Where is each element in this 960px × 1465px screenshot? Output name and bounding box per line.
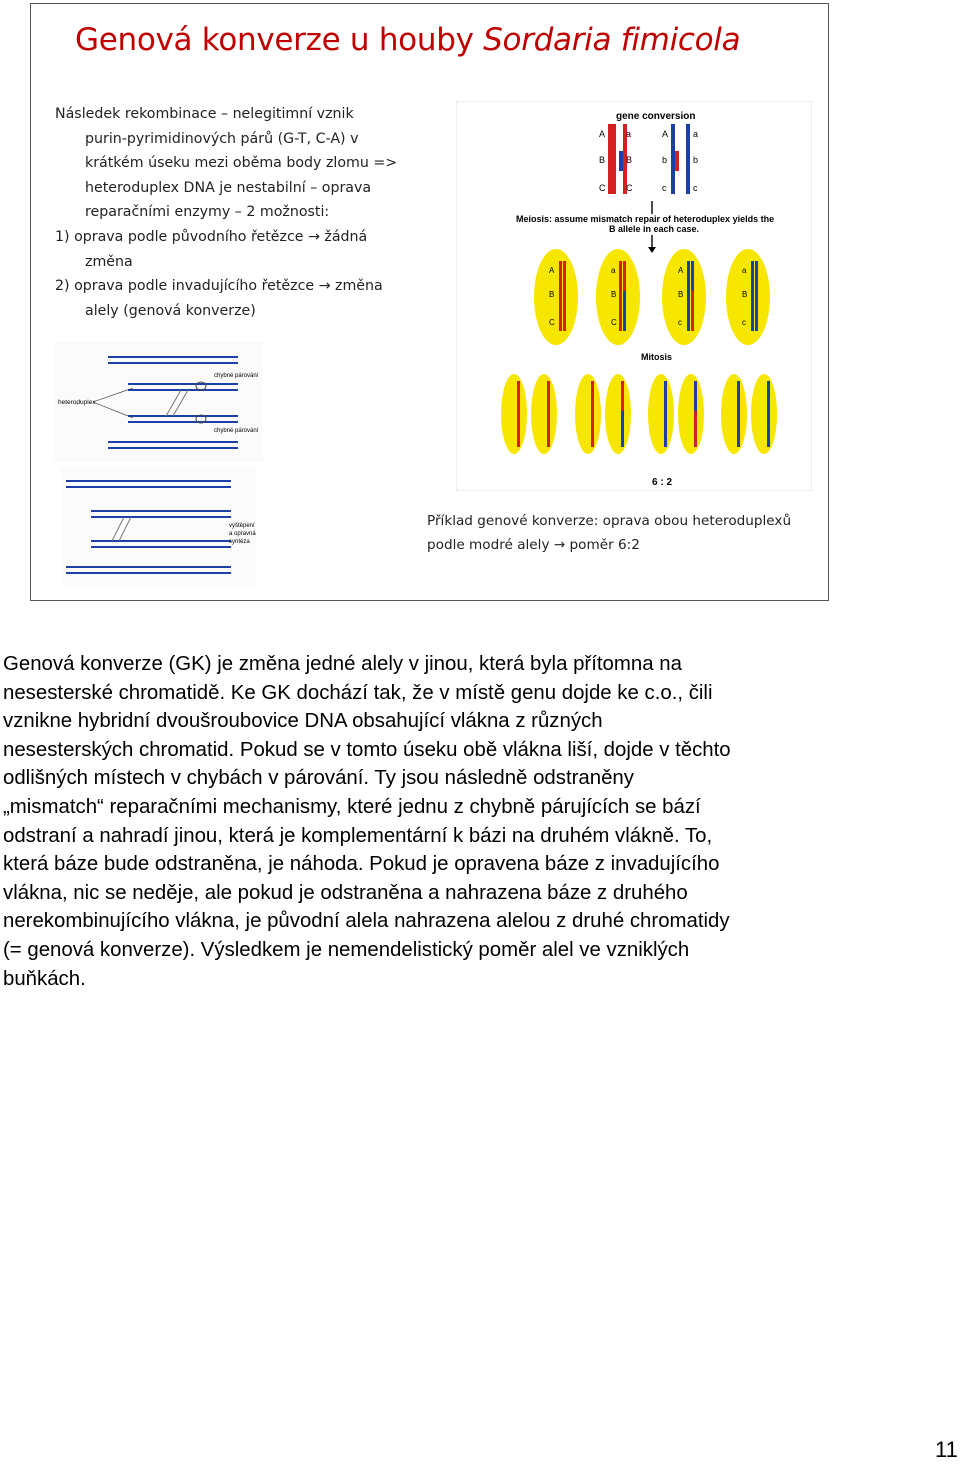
- repair-synthesis-figure: [61, 467, 256, 585]
- svg-text:a: a: [611, 266, 616, 275]
- svg-text:c: c: [742, 318, 746, 327]
- svg-text:a: a: [693, 129, 699, 139]
- bullet-line: alely (genová konverze): [85, 302, 256, 319]
- body-line: (= genová konverze). Výsledkem je nemendelistický poměr alel ve vzniklých: [3, 938, 690, 961]
- species-name: Sordaria fimicola: [483, 22, 741, 58]
- body-line: odlišných místech v chybách v párování. Ty jsou následně odstraněny: [3, 767, 634, 790]
- svg-text:a: a: [626, 129, 632, 139]
- svg-text:a: a: [742, 266, 747, 275]
- svg-text:A: A: [599, 129, 606, 139]
- mismatch-label: chybné párování: [214, 428, 259, 434]
- mitosis-label: Mitosis: [641, 352, 673, 362]
- svg-text:C: C: [626, 183, 633, 193]
- body-line: vlákna, nic se neděje, ale pokud je odstraněna a nahrazena báze z druhého: [3, 881, 688, 904]
- svg-text:C: C: [611, 318, 617, 327]
- bullet-line: 1) oprava podle původního řetězce → žádná: [55, 228, 368, 245]
- svg-text:b: b: [693, 155, 699, 165]
- heteroduplex-label: heteroduplex: [58, 399, 96, 406]
- svg-text:c: c: [662, 183, 667, 193]
- body-line: odstraní a nahradí jinou, která je komplementární k bázi na druhém vlákně. To,: [3, 824, 713, 847]
- body-line: vznikne hybridní dvoušroubovice DNA obsahující vlákna z různých: [3, 710, 603, 733]
- page-number: 11: [935, 1437, 958, 1462]
- slide-frame: [30, 3, 829, 601]
- slide-title: Genová konverze u houby Sordaria fimicola: [75, 22, 741, 58]
- heteroduplex-figure: [53, 342, 263, 462]
- meiosis-text-1: Meiosis: assume mismatch repair of heteroduplex yields the: [516, 214, 775, 224]
- bullet-list: [55, 102, 445, 323]
- bullet-line: heteroduplex DNA je nestabilní – oprava: [85, 179, 372, 196]
- svg-text:B: B: [678, 290, 684, 299]
- figure-caption: [427, 509, 827, 557]
- bullet-line: krátkém úseku mezi oběma body zlomu =>: [85, 155, 398, 172]
- svg-text:A: A: [662, 129, 669, 139]
- body-line: Genová konverze (GK) je změna jedné alely v jinou, která byla přítomna na: [3, 653, 682, 675]
- svg-text:C: C: [599, 183, 606, 193]
- excision-label: syntéza: [229, 539, 250, 545]
- meiosis-text-2: B allele in each case.: [609, 224, 700, 234]
- svg-text:c: c: [678, 318, 682, 327]
- bullet-line: reparačními enzymy – 2 možnosti:: [85, 204, 330, 221]
- caption-line: podle modré alely → poměr 6:2: [427, 537, 640, 553]
- svg-text:A: A: [549, 266, 555, 275]
- svg-text:C: C: [549, 318, 555, 327]
- svg-text:B: B: [549, 290, 555, 299]
- body-line: nesesterských chromatid. Pokud se v tomto úseku obě vlákna liší, dojde v těchto: [3, 738, 731, 761]
- body-line: která báze bude odstraněna, je náhoda. Pokud je opravena báze z invadujícího: [3, 853, 720, 876]
- caption-line: Příklad genové konverze: oprava obou heteroduplexů: [427, 513, 792, 529]
- bullet-line: Následek rekombinace – nelegitimní vznik: [55, 106, 354, 122]
- excision-label: vyštěpení: [229, 523, 255, 529]
- bullet-line: změna: [85, 253, 133, 270]
- body-line: nesesterské chromatidě. Ke GK dochází tak, že v místě genu dojde ke c.o., čili: [3, 681, 713, 704]
- body-line: buňkách.: [3, 967, 86, 990]
- body-line: nerekombinujícího vlákna, je původní alela nahrazena alelou z druhé chromatidy: [3, 910, 730, 933]
- svg-text:B: B: [626, 155, 633, 165]
- svg-text:b: b: [662, 155, 668, 165]
- svg-text:B: B: [599, 155, 606, 165]
- svg-text:A: A: [678, 266, 684, 275]
- body-line: „mismatch“ reparačními mechanismy, které jednu z chybně párujících se bází: [3, 795, 701, 818]
- excision-label: a opravná: [229, 531, 256, 537]
- figure-header: gene conversion: [616, 111, 696, 122]
- gene-conversion-figure: [456, 101, 812, 491]
- body-text: [3, 650, 958, 993]
- svg-text:B: B: [742, 290, 748, 299]
- bullet-line: purin-pyrimidinových párů (G-T, C-A) v: [85, 130, 359, 147]
- svg-text:c: c: [693, 183, 698, 193]
- svg-text:B: B: [611, 290, 617, 299]
- ratio-label: 6 : 2: [652, 477, 673, 488]
- bullet-line: 2) oprava podle invadujícího řetězce → změna: [55, 278, 383, 295]
- mismatch-label: chybné párování: [214, 373, 259, 379]
